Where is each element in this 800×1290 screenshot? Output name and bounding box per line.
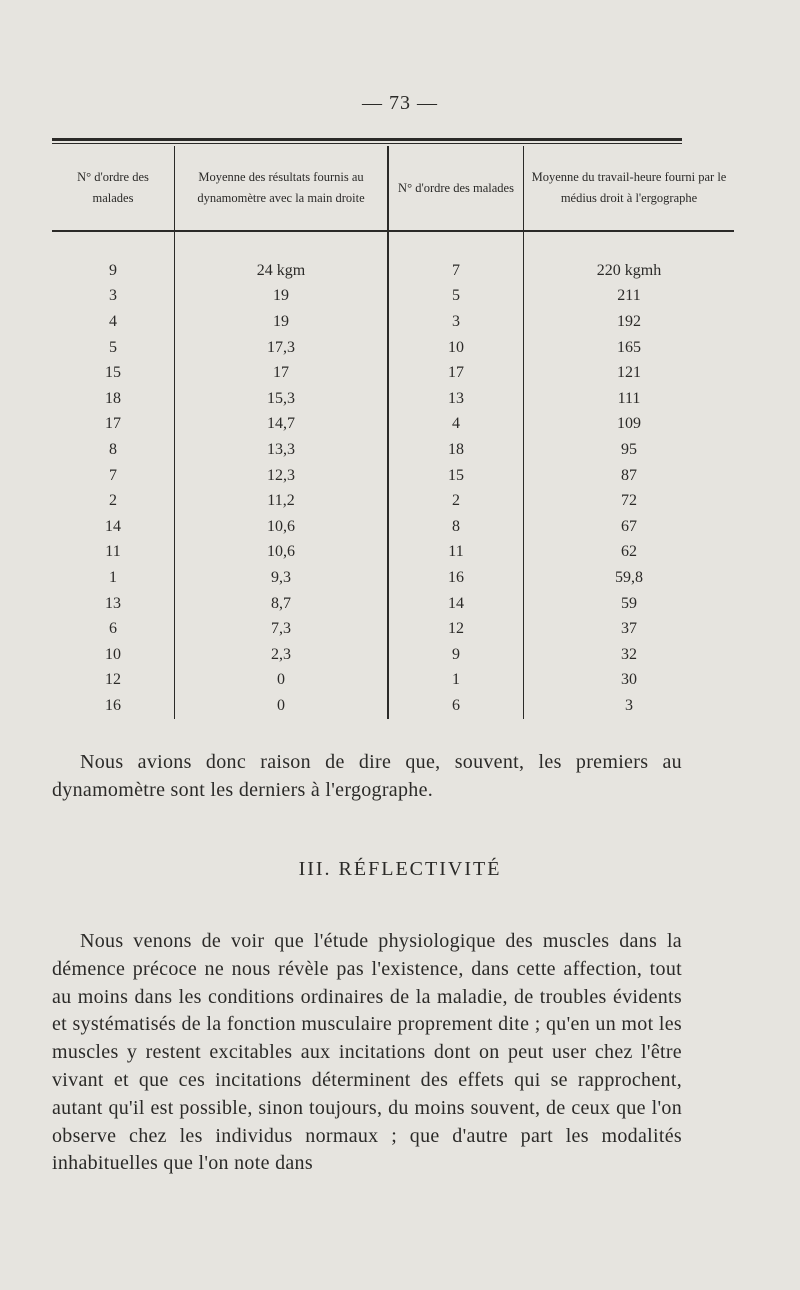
- table-top-rule: [52, 138, 682, 141]
- table-row: [52, 616, 734, 642]
- cell-patient-number-left: 14: [105, 517, 121, 535]
- cell-patient-number-right: 13: [388, 386, 524, 412]
- cell-ergograph-value: 165: [524, 335, 735, 361]
- table-row: [52, 309, 734, 335]
- cell-dynamometer-value: 19: [175, 309, 389, 335]
- section-heading: III. RÉFLECTIVITÉ: [298, 858, 502, 880]
- table-header-row: [52, 146, 734, 231]
- cell-patient-number-left: 4: [109, 312, 117, 330]
- cell-ergograph-value: 109: [524, 412, 735, 438]
- table-row: [52, 488, 734, 514]
- cell-patient-number-left: 18: [105, 389, 121, 407]
- results-table-container: [52, 146, 727, 719]
- cell-ergograph-value: 30: [524, 668, 735, 694]
- cell-patient-number-left: 1: [109, 568, 117, 586]
- cell-patient-number-left: 9: [109, 261, 117, 279]
- table-row: [52, 565, 734, 591]
- table-spacer-row: [52, 231, 734, 258]
- paragraph-conclusion: Nous avions donc raison de dire que, souvent, les premiers au dynamomètre sont les derniers à l'ergographe.: [52, 751, 682, 801]
- cell-patient-number-right: 14: [388, 591, 524, 617]
- cell-patient-number-right: 6: [388, 693, 524, 719]
- results-table: [52, 146, 734, 719]
- cell-patient-number-left: 6: [109, 620, 117, 638]
- cell-ergograph-value: 67: [524, 514, 735, 540]
- cell-dynamometer-value: 0: [175, 693, 389, 719]
- header-patient-number-left: N° d'ordre des malades: [52, 146, 175, 231]
- cell-dynamometer-value: 24 kgm: [175, 258, 389, 284]
- cell-dynamometer-value: 19: [175, 284, 389, 310]
- table-row: [52, 360, 734, 386]
- cell-dynamometer-value: 9,3: [175, 565, 389, 591]
- cell-ergograph-value: 3: [524, 693, 735, 719]
- cell-patient-number-left: 2: [109, 492, 117, 510]
- cell-ergograph-value: 211: [524, 284, 735, 310]
- cell-dynamometer-value: 0: [175, 668, 389, 694]
- cell-ergograph-value: 111: [524, 386, 735, 412]
- table-row: [52, 258, 734, 284]
- cell-ergograph-value: 59,8: [524, 565, 735, 591]
- cell-ergograph-value: 220 kgmh: [524, 258, 735, 284]
- table-row: [52, 335, 734, 361]
- cell-patient-number-left: 11: [105, 543, 121, 561]
- table-top-rule-thin: [52, 143, 682, 144]
- cell-patient-number-right: 9: [388, 642, 524, 668]
- table-row: [52, 514, 734, 540]
- cell-patient-number-right: 18: [388, 437, 524, 463]
- cell-patient-number-right: 5: [388, 284, 524, 310]
- cell-dynamometer-value: 12,3: [175, 463, 389, 489]
- cell-ergograph-value: 192: [524, 309, 735, 335]
- cell-patient-number-left: 7: [109, 466, 117, 484]
- table-row: [52, 386, 734, 412]
- cell-ergograph-value: 59: [524, 591, 735, 617]
- cell-dynamometer-value: 14,7: [175, 412, 389, 438]
- cell-patient-number-right: 17: [388, 360, 524, 386]
- cell-patient-number-left: 8: [109, 440, 117, 458]
- cell-ergograph-value: 32: [524, 642, 735, 668]
- cell-patient-number-left: 12: [105, 671, 121, 689]
- paragraph-body: Nous venons de voir que l'étude physiologique des muscles dans la démence précoce ne nous révèle pas l'existence, dans cette affection, tout au moins dans les conditions ordinaires de la maladie, de troubles évidents et systématisés de la fonction musculaire proprement dite ; qu'en un mot les muscles y restent excitables aux incitations dont on peut user chez l'être vivant et que ces incitations déterminent des effets qui se rapprochent, autant qu'il est possible, sinon toujours, du moins souvent, de ceux que l'on observe chez les individus normaux ; que d'autre part les modalités inhabituelles que l'on note dans: [52, 930, 682, 1175]
- cell-dynamometer-value: 15,3: [175, 386, 389, 412]
- cell-patient-number-right: 3: [388, 309, 524, 335]
- cell-patient-number-right: 8: [388, 514, 524, 540]
- cell-patient-number-right: 1: [388, 668, 524, 694]
- cell-ergograph-value: 62: [524, 540, 735, 566]
- table-row: [52, 540, 734, 566]
- cell-ergograph-value: 87: [524, 463, 735, 489]
- header-ergograph-average: Moyenne du travail-heure fourni par le médius droit à l'ergographe: [524, 146, 735, 231]
- cell-patient-number-left: 15: [105, 364, 121, 382]
- cell-patient-number-left: 10: [105, 645, 121, 663]
- page-number: — 73 —: [362, 92, 438, 114]
- cell-patient-number-right: 11: [388, 540, 524, 566]
- cell-dynamometer-value: 10,6: [175, 540, 389, 566]
- cell-patient-number-right: 15: [388, 463, 524, 489]
- cell-patient-number-left: 13: [105, 594, 121, 612]
- header-dynamometer-average: Moyenne des résultats fournis au dynamomètre avec la main droite: [175, 146, 389, 231]
- cell-dynamometer-value: 8,7: [175, 591, 389, 617]
- cell-dynamometer-value: 17: [175, 360, 389, 386]
- cell-dynamometer-value: 11,2: [175, 488, 389, 514]
- table-body: [52, 231, 734, 719]
- cell-patient-number-right: 7: [388, 258, 524, 284]
- cell-dynamometer-value: 7,3: [175, 616, 389, 642]
- cell-dynamometer-value: 10,6: [175, 514, 389, 540]
- table-row: [52, 412, 734, 438]
- table-row: [52, 591, 734, 617]
- cell-patient-number-right: 16: [388, 565, 524, 591]
- cell-patient-number-left: 3: [109, 287, 117, 305]
- header-patient-number-right: N° d'ordre des malades: [388, 146, 524, 231]
- cell-ergograph-value: 37: [524, 616, 735, 642]
- table-row: [52, 642, 734, 668]
- cell-dynamometer-value: 2,3: [175, 642, 389, 668]
- cell-dynamometer-value: 13,3: [175, 437, 389, 463]
- table-row: [52, 463, 734, 489]
- cell-dynamometer-value: 17,3: [175, 335, 389, 361]
- table-row: [52, 284, 734, 310]
- cell-patient-number-left: 16: [105, 696, 121, 714]
- cell-patient-number-left: 5: [109, 338, 117, 356]
- cell-patient-number-left: 17: [105, 415, 121, 433]
- cell-patient-number-right: 12: [388, 616, 524, 642]
- table-row: [52, 693, 734, 719]
- cell-patient-number-right: 4: [388, 412, 524, 438]
- table-row: [52, 668, 734, 694]
- cell-ergograph-value: 95: [524, 437, 735, 463]
- cell-patient-number-right: 10: [388, 335, 524, 361]
- cell-ergograph-value: 121: [524, 360, 735, 386]
- cell-ergograph-value: 72: [524, 488, 735, 514]
- cell-patient-number-right: 2: [388, 488, 524, 514]
- table-row: [52, 437, 734, 463]
